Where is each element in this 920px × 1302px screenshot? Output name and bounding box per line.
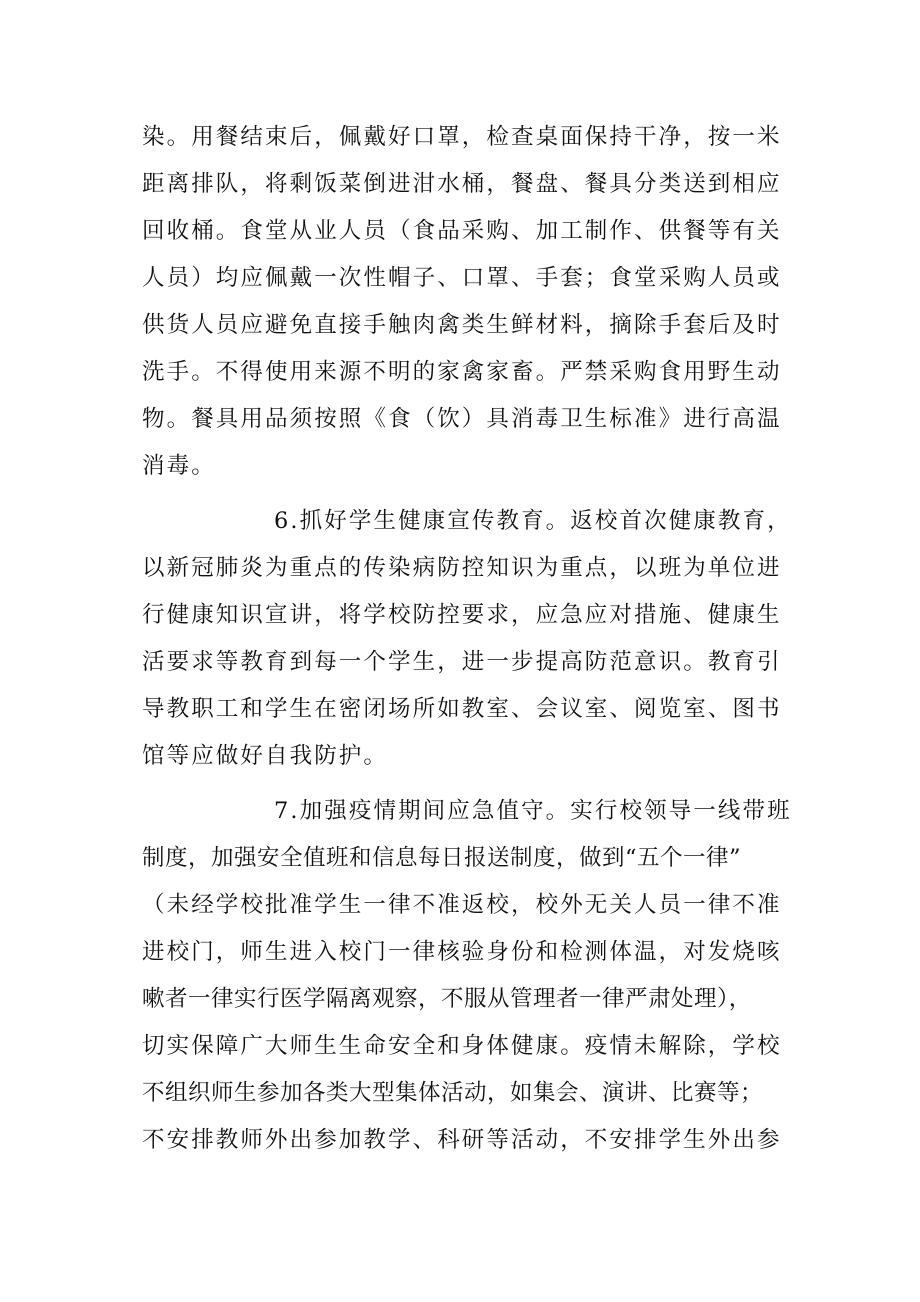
paragraph-line: 不安排教师外出参加教学、科研等活动，不安排学生外出参	[142, 1127, 782, 1153]
paragraph-line: 以新冠肺炎为重点的传染病防控知识为重点，以班为单位进	[142, 555, 782, 581]
section-7-heading-line: 7.加强疫情期间应急值守。实行校领导一线带班	[274, 798, 792, 824]
paragraph-line: 行健康知识宣讲，将学校防控要求，应急应对措施、健康生	[142, 602, 782, 628]
paragraph-line: 物。餐具用品须按照《食（饮）具消毒卫生标准》进行高温	[142, 406, 782, 432]
paragraph-line: 距离排队，将剩饭菜倒进泔水桶，餐盘、餐具分类送到相应	[142, 171, 782, 197]
section-6-heading-line: 6.抓好学生健康宣传教育。返校首次健康教育，	[274, 508, 792, 534]
paragraph-line: 馆等应做好自我防护。	[142, 743, 389, 769]
paragraph-line: 制度，加强安全值班和信息每日报送制度，做到“五个一律”	[142, 845, 742, 871]
paragraph-line: 进校门，师生进入校门一律核验身份和检测体温，对发烧咳	[142, 939, 782, 965]
paragraph-line: 回收桶。食堂从业人员（食品采购、加工制作、供餐等有关	[142, 218, 782, 244]
paragraph-line: 活要求等教育到每一个学生，进一步提高防范意识。教育引	[142, 649, 782, 675]
paragraph-line: 洗手。不得使用来源不明的家禽家畜。严禁采购食用野生动	[142, 359, 782, 385]
paragraph-line: 供货人员应避免直接手触肉禽类生鲜材料，摘除手套后及时	[142, 312, 782, 338]
paragraph-line: 人员）均应佩戴一次性帽子、口罩、手套；食堂采购人员或	[142, 265, 782, 291]
paragraph-line: 染。用餐结束后，佩戴好口罩，检查桌面保持干净，按一米	[142, 124, 782, 150]
paragraph-line: 嗽者一律实行医学隔离观察，不服从管理者一律严肃处理），	[142, 986, 752, 1012]
paragraph-line: （未经学校批准学生一律不准返校，校外无关人员一律不准	[142, 892, 782, 918]
paragraph-line: 消毒。	[142, 453, 216, 479]
paragraph-line: 不组织师生参加各类大型集体活动，如集会、演讲、比赛等；	[142, 1080, 764, 1106]
paragraph-line: 切实保障广大师生生命安全和身体健康。疫情未解除，学校	[142, 1033, 782, 1059]
paragraph-line: 导教职工和学生在密闭场所如教室、会议室、阅览室、图书	[142, 696, 782, 722]
